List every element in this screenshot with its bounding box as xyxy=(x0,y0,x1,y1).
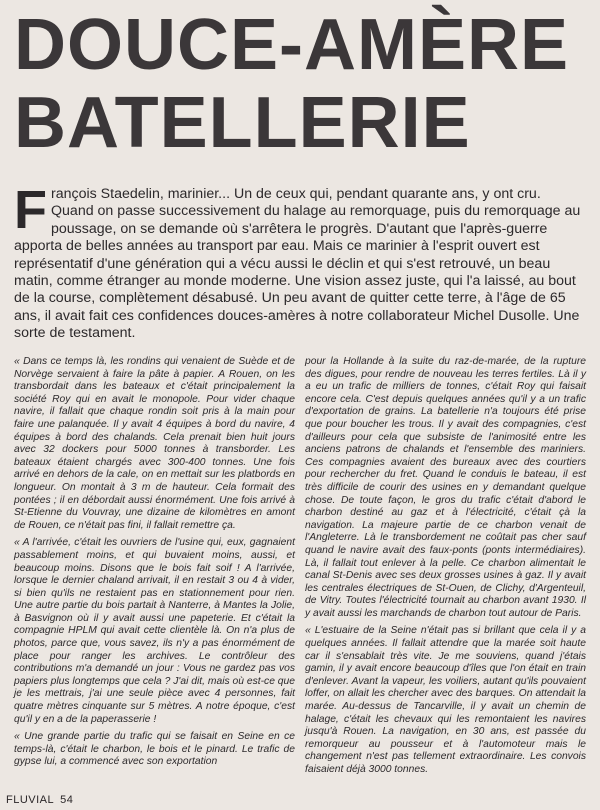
left-paragraph-3: « Une grande partie du trafic qui se faisait en Seine en ce temps-là, c'était le charbon, le bois et le pinard. Le trafic de gypse lui, a commencé avec son exportation xyxy=(14,731,295,768)
drop-cap: F xyxy=(14,180,47,240)
title-line-2: BATELLERIE xyxy=(14,83,471,163)
right-paragraph-1: pour la Hollande à la suite du raz-de-marée, de la rupture des digues, pour rendre de nouveau les terres fertiles. Là il y a eu un trafic de milliers de tonnes, c'était Roy qui faisait encore cela. C'est depuis quelques années qu'il y a un trafic d'exportation de grains. La batellerie n'a toujours été prise que pour boucher les trous. Il y avait des compagnies, c'est d'ailleurs pour cela que subsiste de l'animosité entre les anciens patrons de chalands et l'ensemble des mariniers. Ces compagnies avaient des bureaux avec des courtiers pour rechercher du fret. Quand le conduis le bateau, il est très difficile de courir des usines en y demandant quelque chose. De toute façon, le gros du trafic c'était d'abord le charbon destiné au gaz et à l'électricité, c'était çà la navigation. La majeure partie de ce charbon venait de l'Angleterre. Là le transbordement ne coûtait pas cher sauf quand le navire avait des faux-ponts (ponts intermédiaires). Là, il fallait tout enlever à la pelle. Ce charbon alimentait le canal St-Denis avec ses deux grosses usines à gaz. Il y avait les centrales électriques de St-Ouen, de Clichy, d'Argenteuil, de Vitry. Toutes l'électricité tournait au charbon avant 1930. Il y avait aussi les marchands de charbon tout autour de Paris. xyxy=(305,356,586,619)
left-paragraph-2: « A l'arrivée, c'était les ouvriers de l'usine qui, eux, gagnaient passablement moins, et qui buvaient moins, aussi, et beaucoup moins. Disons que le bois fait soif ! A l'arrivée, lorsque le dernier chaland arrivait, il en restait 3 ou 4 à vider, si bien qu'ils ne restaient pas en stationnement pour rien. Une autre partie du bois partait à Nanterre, à Mantes la Jolie, à Basvignon où il y avait aussi une papeterie. Et c'était la compagnie HPLM qui avait cette clientèle là. On n'a plus de photos, parce que, vous savez, ils n'y a pas énormément de place pour ranger les archives. Le contrôleur des contributions m'a demandé un jour : Vous ne gardez pas vos papiers plus longtemps que cela ? J'ai dit, mais où est-ce que je les mettrais, j'ai une seule pièce avec 4 personnes, fait quatre mètres cinquante sur 5 mètres. A notre époque, c'est qu'il y en a de la paperasserie ! xyxy=(14,537,295,725)
right-column xyxy=(305,356,586,784)
body-columns xyxy=(14,356,586,784)
article-title xyxy=(14,6,594,162)
left-column xyxy=(14,356,295,784)
page-number: 54 xyxy=(60,794,74,806)
magazine-name: FLUVIAL xyxy=(6,794,55,806)
right-paragraph-2: « L'estuaire de la Seine n'était pas si brillant que cela il y a quelques années. Il fallait attendre que la marée soit haute car il s'ensablait très vite. Je me souviens, quand j'étais gamin, il y avait encore beaucoup d'îles que l'on était en train d'enlever. Avant la vapeur, les voiliers, autant qu'ils pouvaient loffer, on allait les chercher avec des barques. On attendait la marée. Au-dessus de Tancarville, il y avait un chemin de halage, c'était les chevaux qui les remontaient les navires jusqu'à Rouen. La navigation, en 30 ans, est passée du remorqueur au pousseur et à l'automoteur mais le changement n'est pas tellement extraordinaire. Les convois faisaient déjà 3000 tonnes. xyxy=(305,625,586,775)
page-footer xyxy=(6,794,79,806)
intro-paragraph xyxy=(14,180,586,343)
title-line-1: DOUCE-AMÈRE xyxy=(14,5,570,85)
left-paragraph-1: « Dans ce temps là, les rondins qui venaient de Suède et de Norvège servaient à faire la pâte à papier. A Rouen, on les transbordait dans les bateaux et c'était principalement la société Roy qui en avait le monopole. Pour vider chaque navire, il fallait que chaque rondin soit pris à la main pour faire une palanquée. Il y avait 4 équipes à bord du navire, 4 équipes à bord des chalands. Cela prenait bien huit jours avec 32 dockers pour 5000 tonnes à transborder. Les bateaux étaient chargés avec 300-400 tonnes. Une fois arrivé en dehors de la cale, on en mettait sur les platbords en longueur. On montait à 3 m de hauteur. Cela formait des pontées ; il en débordait aussi énormément. Une fois arrivé à St-Etienne du Vouvray, une dizaine de kilomètres en amont de Rouen, ce n'était pas fini, il fallait remettre ça. xyxy=(14,356,295,531)
intro-text: rançois Staedelin, marinier... Un de ceux qui, pendant quarante ans, y ont cru. Quand on passe successivement du halage au remorquage, puis du remorquage au poussage, on se demande où s'arrêtera le progrès. D'autant que l'après-guerre apporta de belles années au transport par eau. Mais ce marinier à l'esprit ouvert est représentatif d'une génération qui a vécu aussi le déclin et qui s'est retrouvé, un beau matin, comme étranger au monde moderne. Une vision assez juste, qui l'a laissé, au bout de la course, complètement désabusé. Un peu avant de quitter cette terre, à l'âge de 65 ans, il avait fait ces confidences douces-amères à notre collaborateur Michel Dusolle. Une sorte de testament. xyxy=(14,186,581,342)
